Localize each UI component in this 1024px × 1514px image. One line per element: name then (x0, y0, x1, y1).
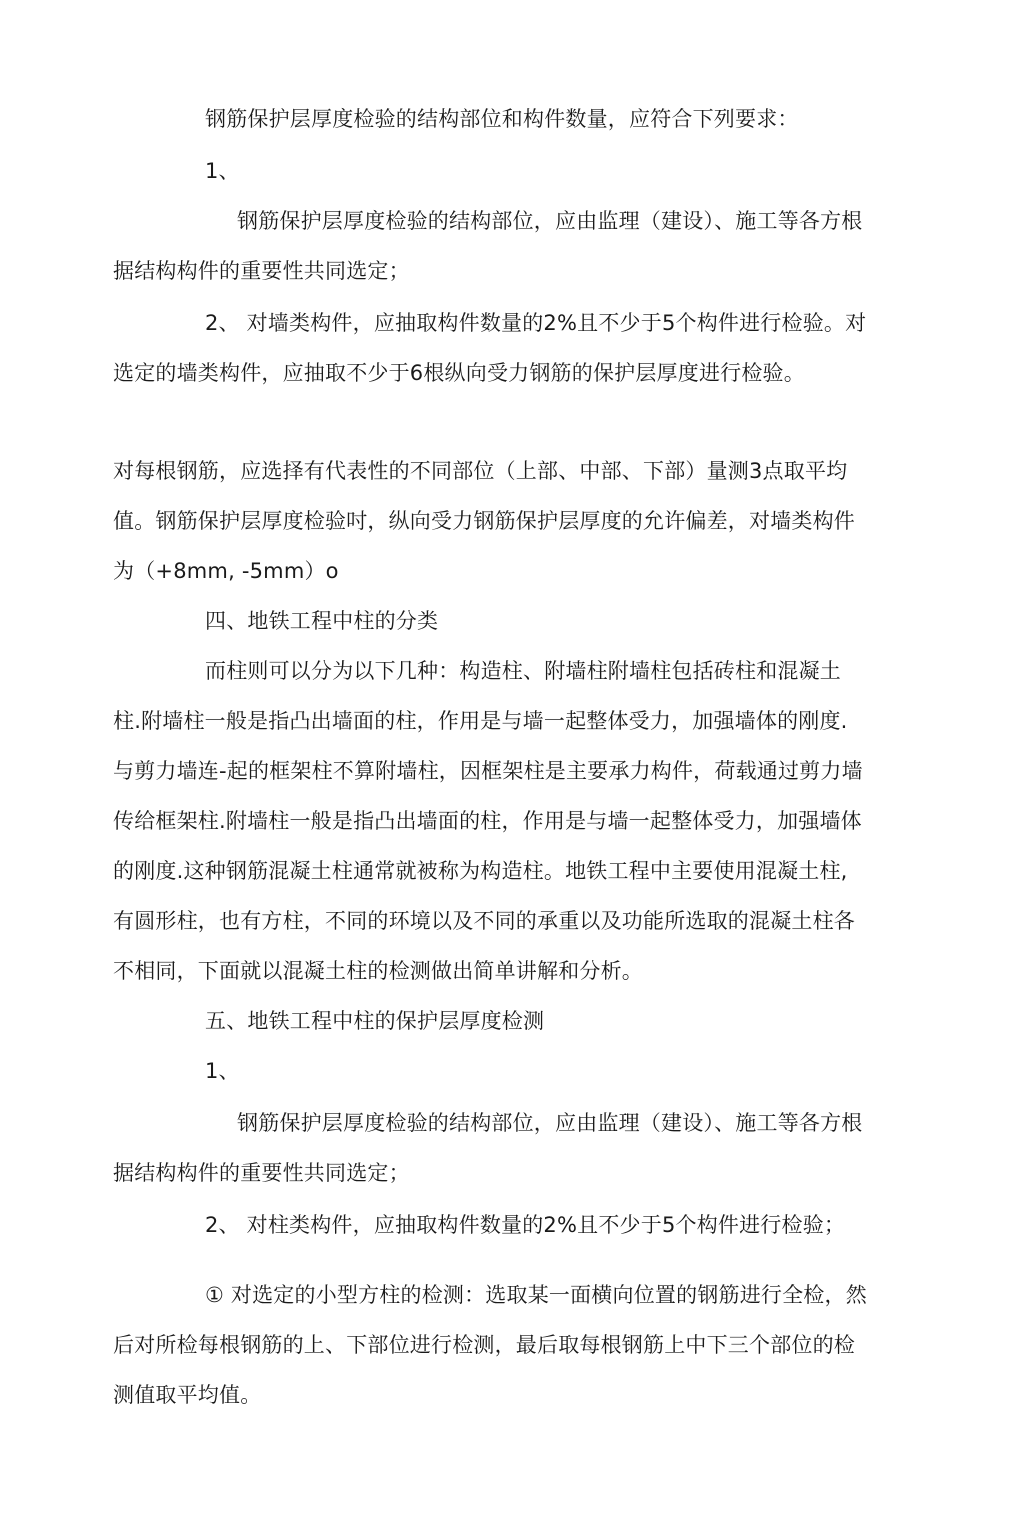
paragraph-line: 为（+8mm, -5mm）o (113, 559, 339, 583)
paragraph-line: 测值取平均值。 (113, 1383, 262, 1407)
paragraph-line: 值。钢筋保护层厚度检验吋，纵向受力钢筋保护层厚度的允许偏差，对墙类构件 (113, 509, 855, 533)
paragraph-line: 不相同，下面就以混凝土柱的检测做出简单讲解和分析。 (113, 959, 643, 983)
paragraph-line: 与剪力墙连-起的框架柱不算附墙柱，因框架柱是主要承力构件，荷载通过剪力墙 (113, 759, 863, 783)
list-number: 1、 (205, 159, 240, 183)
paragraph-line: 钢筋保护层厚度检验的结构部位，应由监理（建设）、施工等各方根 (237, 209, 863, 233)
section-heading: 四、地铁工程中柱的分类 (205, 609, 439, 633)
paragraph-line: 2、 对柱类构件，应抽取构件数量的2%且不少于5个构件进行检验； (205, 1213, 846, 1237)
paragraph-line: ① 对选定的小型方柱的检测：选取某一面横向位置的钢筋进行全检，然 (205, 1283, 867, 1307)
paragraph-line: 传给框架柱.附墙柱一般是指凸出墙面的柱，作用是与墙一起整体受力，加强墙体 (113, 809, 862, 833)
section-heading: 五、地铁工程中柱的保护层厚度检测 (205, 1009, 545, 1033)
paragraph-line: 钢筋保护层厚度检验的结构部位和构件数量，应符合下列要求： (205, 107, 799, 131)
list-number: 1、 (205, 1059, 240, 1083)
paragraph-line: 对每根钢筋，应选择有代表性的不同部位（上部、中部、下部）量测3点取平均 (113, 459, 848, 483)
paragraph-line: 柱.附墙柱一般是指凸出墙面的柱，作用是与墙一起整体受力，加强墙体的刚度. (113, 709, 848, 733)
paragraph-line: 的刚度.这种钢筋混凝土柱通常就被称为构造柱。地铁工程中主要使用混凝土柱, (113, 859, 848, 883)
paragraph-line: 据结构构件的重要性共同选定； (113, 259, 410, 283)
paragraph-line: 有圆形柱，也有方柱，不同的环境以及不同的承重以及功能所选取的混凝土柱各 (113, 909, 855, 933)
paragraph-line: 2、 对墙类构件，应抽取构件数量的2%且不少于5个构件进行检验。对 (205, 311, 867, 335)
paragraph-line: 后对所检每根钢筋的上、下部位进行检测，最后取每根钢筋上中下三个部位的检 (113, 1333, 855, 1357)
paragraph-line: 据结构构件的重要性共同选定； (113, 1161, 410, 1185)
paragraph-line: 选定的墙类构件，应抽取不少于6根纵向受力钢筋的保护层厚度进行检验。 (113, 361, 805, 385)
paragraph-line: 而柱则可以分为以下几种：构造柱、附墙柱附墙柱包括砖柱和混凝土 (205, 659, 841, 683)
paragraph-line: 钢筋保护层厚度检验的结构部位，应由监理（建设）、施工等各方根 (237, 1111, 863, 1135)
